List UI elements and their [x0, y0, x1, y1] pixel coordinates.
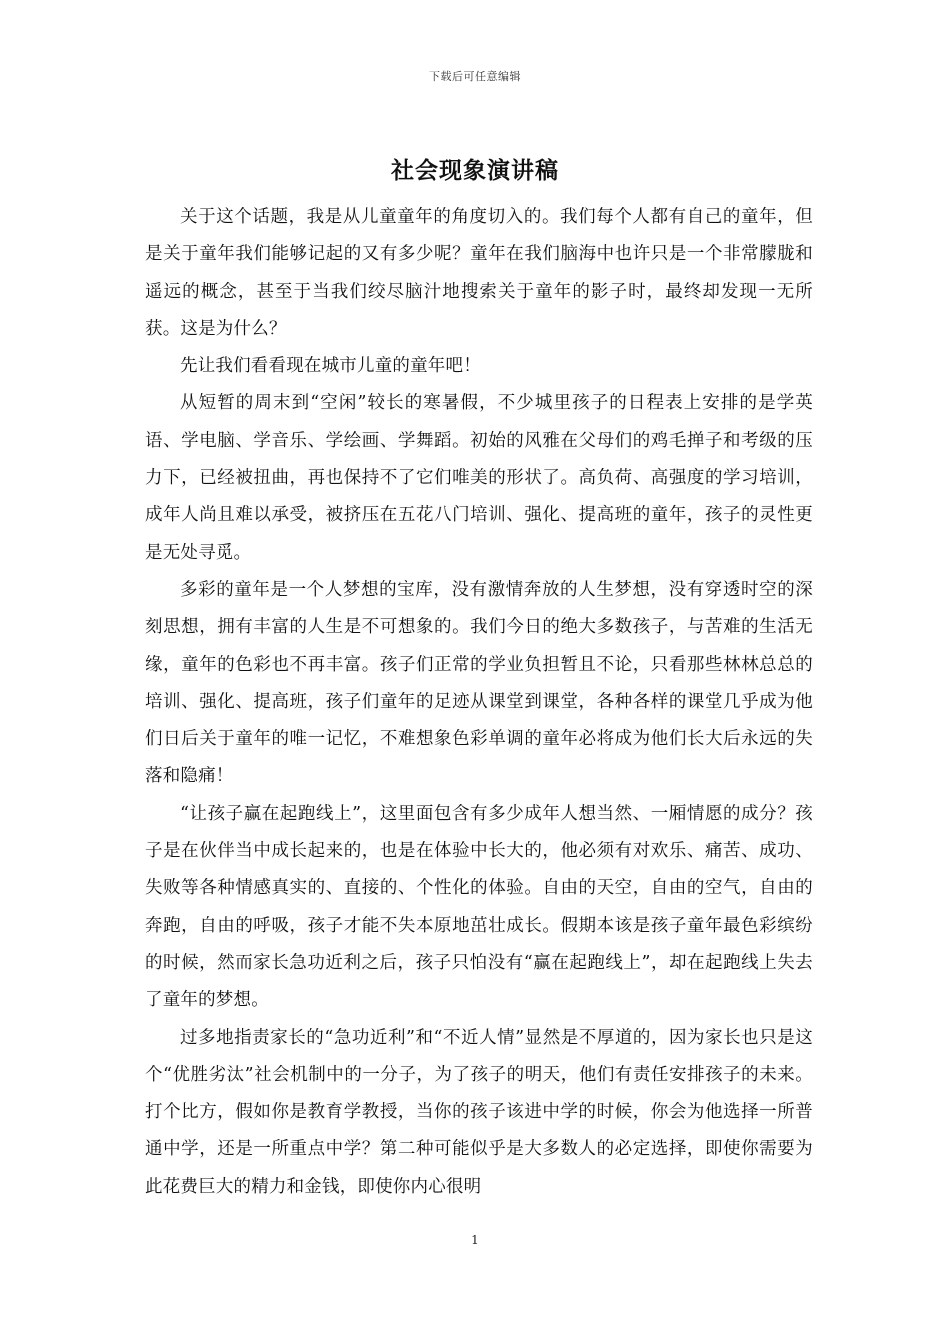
- paragraph-schedule: 从短暂的周末到“空闲”较长的寒暑假，不少城里孩子的日程表上安排的是学英语、学电脑、学音乐、学绘画、学舞蹈。初始的风雅在父母们的鸡毛掸子和考级的压力下，已经被扭曲，再也保持不了它们唯美的形状了。高负荷、高强度的学习培训，成年人尚且难以承受，被挤压在五花八门培训、强化、提高班的童年，孩子的灵性更是无处寻觅。: [145, 393, 813, 563]
- paragraph-starting-line: “让孩子赢在起跑线上”，这里面包含有多少成年人想当然、一厢情愿的成分？孩子是在伙伴当中成长起来的，也是在体验中长大的，他必须有对欢乐、痛苦、成功、失败等各种情感真实的、直接的、个性化的体验。自由的天空，自由的空气，自由的奔跑，自由的呼吸，孩子才能不失本原地茁壮成长。假期本该是孩子童年最色彩缤纷的时候，然而家长急功近利之后，孩子只怕没有“赢在起跑线上”，却在起跑线上失去了童年的梦想。: [145, 803, 813, 1011]
- paragraph-parents: 过多地指责家长的“急功近利”和“不近人情”显然是不厚道的，因为家长也只是这个“优胜劣汰”社会机制中的一分子，为了孩子的明天，他们有责任安排孩子的未来。打个比方，假如你是教育学教授，当你的孩子该进中学的时候，你会为他选择一所普通中学，还是一所重点中学？第二种可能似乎是大多数人的必定选择，即使你需要为此花费巨大的精力和金钱，即使你内心很明: [145, 1027, 813, 1197]
- document-title: 社会现象演讲稿: [391, 157, 559, 184]
- page-header-note: 下载后可任意编辑: [429, 70, 521, 83]
- page-number: 1: [471, 1233, 479, 1247]
- paragraph-colorful-childhood: 多彩的童年是一个人梦想的宝库，没有激情奔放的人生梦想，没有穿透时空的深刻思想，拥有丰富的人生是不可想象的。我们今日的绝大多数孩子，与苦难的生活无缘，童年的色彩也不再丰富。孩子们正常的学业负担暂且不论，只看那些林林总总的培训、强化、提高班，孩子们童年的足迹从课堂到课堂，各种各样的课堂几乎成为他们日后关于童年的唯一记忆，不难想象色彩单调的童年必将成为他们长大后永远的失落和隐痛！: [145, 579, 813, 787]
- paragraph-intro: 关于这个话题，我是从儿童童年的角度切入的。我们每个人都有自己的童年，但是关于童年我们能够记起的又有多少呢？童年在我们脑海中也许只是一个非常朦胧和遥远的概念，甚至于当我们绞尽脑汁地搜索关于童年的影子时，最终却发现一无所获。这是为什么？: [145, 207, 813, 339]
- document-body: [145, 199, 813, 1206]
- paragraph-city-children: 先让我们看看现在城市儿童的童年吧！: [180, 356, 481, 377]
